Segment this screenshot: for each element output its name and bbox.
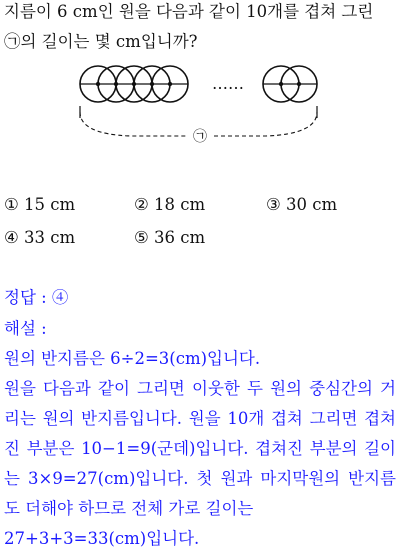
explanation-line-2: 원을 다음과 같이 그리면 이웃한 두 원의 중심간의 거 [4, 379, 396, 398]
answer-label: 정답 : ④ [4, 288, 69, 307]
length-label: ㉠ [193, 129, 207, 145]
option-1[interactable]: ① 15 cm [4, 195, 76, 214]
option-2[interactable]: ② 18 cm [134, 195, 206, 214]
question-line-2: ㉠의 길이는 몇 cm입니까? [4, 32, 198, 51]
center-dot [132, 82, 136, 86]
question-line-1: 지름이 6 cm인 원을 다음과 같이 10개를 겹쳐 그린 [4, 2, 374, 21]
explanation-line-4: 진 부분은 10−1=9(군데)입니다. 겹쳐진 부분의 길이 [4, 439, 396, 458]
explanation-title: 해설 : [4, 319, 47, 338]
option-4[interactable]: ④ 33 cm [4, 228, 76, 247]
center-dot [297, 82, 301, 86]
option-5[interactable]: ⑤ 36 cm [134, 228, 206, 247]
center-dot [150, 82, 154, 86]
explanation-line-3: 리는 원의 반지름입니다. 원을 10개 겹쳐 그리면 겹쳐 [4, 409, 396, 428]
center-dot [96, 82, 100, 86]
option-3[interactable]: ③ 30 cm [266, 195, 338, 214]
center-dot [279, 82, 283, 86]
figure-dots: …… [212, 74, 244, 93]
explanation-line-6: 도 더해야 하므로 전체 가로 길이는 [4, 499, 254, 518]
circles-figure [0, 0, 400, 160]
center-dot [114, 82, 118, 86]
explanation-line-5: 는 3×9=27(cm)입니다. 첫 원과 마지막원의 반지름 [4, 469, 396, 488]
explanation-line-7: 27+3+3=33(cm)입니다. [4, 529, 200, 548]
center-dot [168, 82, 172, 86]
explanation-line-1: 원의 반지름은 6÷2=3(cm)입니다. [4, 349, 261, 368]
